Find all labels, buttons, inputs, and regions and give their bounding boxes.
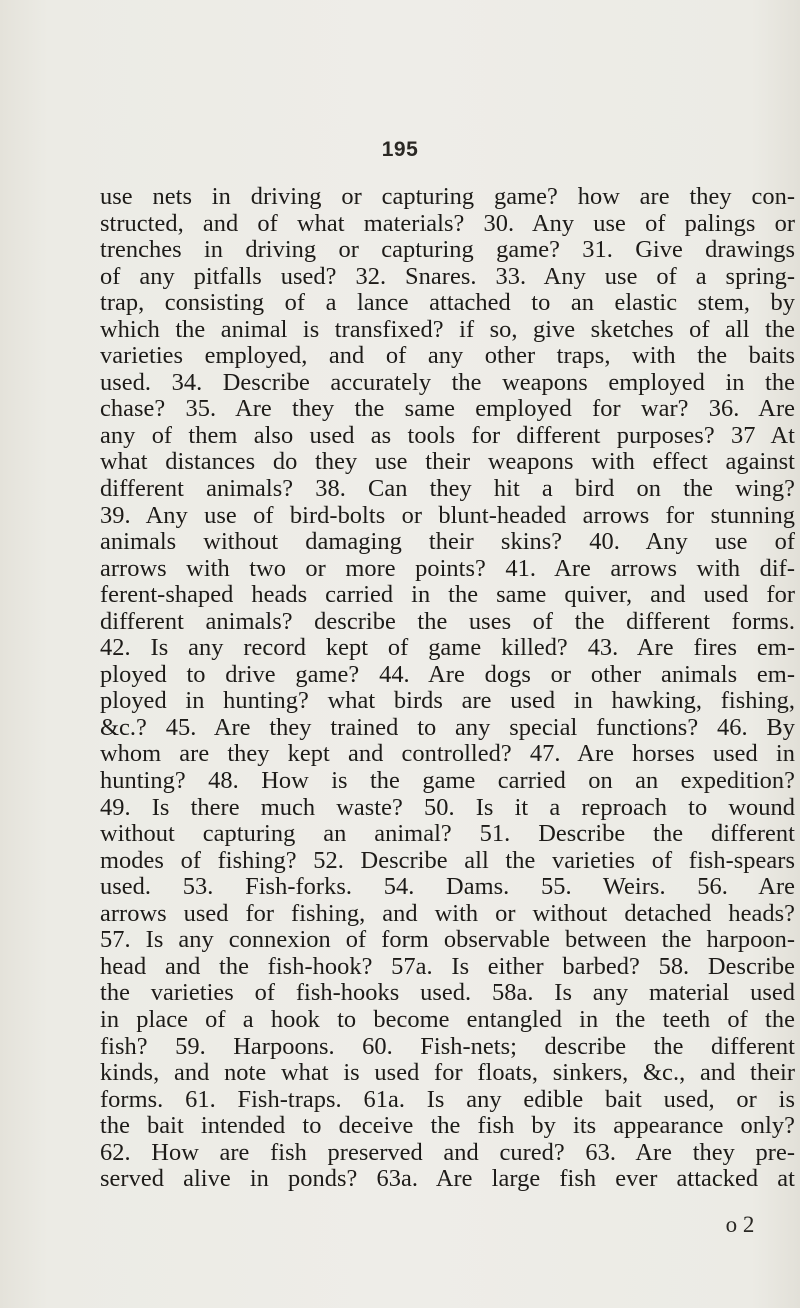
- page-number: 195: [381, 138, 419, 161]
- text-line: used. 53. Fish-forks. 54. Dams. 55. Weirs. 56. Are: [100, 873, 795, 901]
- text-line: of any pitfalls used? 32. Snares. 33. Any use of a spring-: [100, 262, 795, 290]
- text-line: different animals? 38. Can they hit a bird on the wing?: [100, 475, 795, 503]
- text-line: without capturing an animal? 51. Describe the different: [100, 820, 795, 848]
- text-line: any of them also used as tools for different purposes? 37 At: [100, 421, 795, 449]
- text-line: what distances do they use their weapons with effect against: [100, 448, 795, 476]
- text-line: 39. Any use of bird-bolts or blunt-headed arrows for stunning: [100, 501, 795, 529]
- text-line: &c.? 45. Are they trained to any special functions? 46. By: [100, 713, 795, 741]
- text-line: varieties employed, and of any other traps, with the baits: [100, 342, 795, 370]
- text-line: ployed to drive game? 44. Are dogs or other animals em-: [100, 660, 795, 688]
- text-line: served alive in ponds? 63a. Are large fish ever attacked at: [100, 1165, 795, 1193]
- text-line: ployed in hunting? what birds are used in hawking, fishing,: [100, 687, 795, 715]
- text-line: 49. Is there much waste? 50. Is it a reproach to wound: [100, 793, 795, 821]
- text-line: used. 34. Describe accurately the weapons employed in the: [100, 368, 795, 396]
- text-line: head and the fish-hook? 57a. Is either barbed? 58. Describe: [100, 952, 795, 980]
- text-line: modes of fishing? 52. Describe all the varieties of fish-spears: [100, 846, 795, 874]
- text-line: 57. Is any connexion of form observable between the harpoon-: [100, 926, 795, 954]
- text-line: trenches in driving or capturing game? 31. Give drawings: [100, 236, 795, 264]
- text-line: arrows used for fishing, and with or without detached heads?: [100, 899, 795, 927]
- text-line: hunting? 48. How is the game carried on an expedition?: [100, 767, 795, 795]
- text-line: 42. Is any record kept of game killed? 43. Are fires em-: [100, 634, 795, 662]
- text-line: the bait intended to deceive the fish by its appearance only?: [100, 1112, 795, 1140]
- text-line: 62. How are fish preserved and cured? 63. Are they pre-: [100, 1138, 795, 1166]
- text-line: animals without damaging their skins? 40. Any use of: [100, 528, 795, 556]
- page-body-text: [100, 184, 795, 1193]
- text-line: kinds, and note what is used for floats, sinkers, &c., and their: [100, 1059, 795, 1087]
- text-line: forms. 61. Fish-traps. 61a. Is any edible bait used, or is: [100, 1085, 795, 1113]
- text-line: ferent-shaped heads carried in the same quiver, and used for: [100, 581, 795, 609]
- text-line: whom are they kept and controlled? 47. Are horses used in: [100, 740, 795, 768]
- signature-mark: o 2: [725, 1212, 755, 1237]
- text-line: fish? 59. Harpoons. 60. Fish-nets; describe the different: [100, 1032, 795, 1060]
- text-line: which the animal is transfixed? if so, give sketches of all the: [100, 315, 795, 343]
- text-line: in place of a hook to become entangled in the teeth of the: [100, 1005, 795, 1033]
- text-line: trap, consisting of a lance attached to an elastic stem, by: [100, 289, 795, 317]
- text-line: the varieties of fish-hooks used. 58a. Is any material used: [100, 979, 795, 1007]
- text-line: chase? 35. Are they the same employed for war? 36. Are: [100, 395, 795, 423]
- text-line: use nets in driving or capturing game? how are they con-: [100, 183, 795, 210]
- text-line: structed, and of what materials? 30. Any use of palings or: [100, 209, 795, 237]
- text-line: arrows with two or more points? 41. Are arrows with dif-: [100, 554, 795, 582]
- text-line: different animals? describe the uses of the different forms.: [100, 607, 795, 635]
